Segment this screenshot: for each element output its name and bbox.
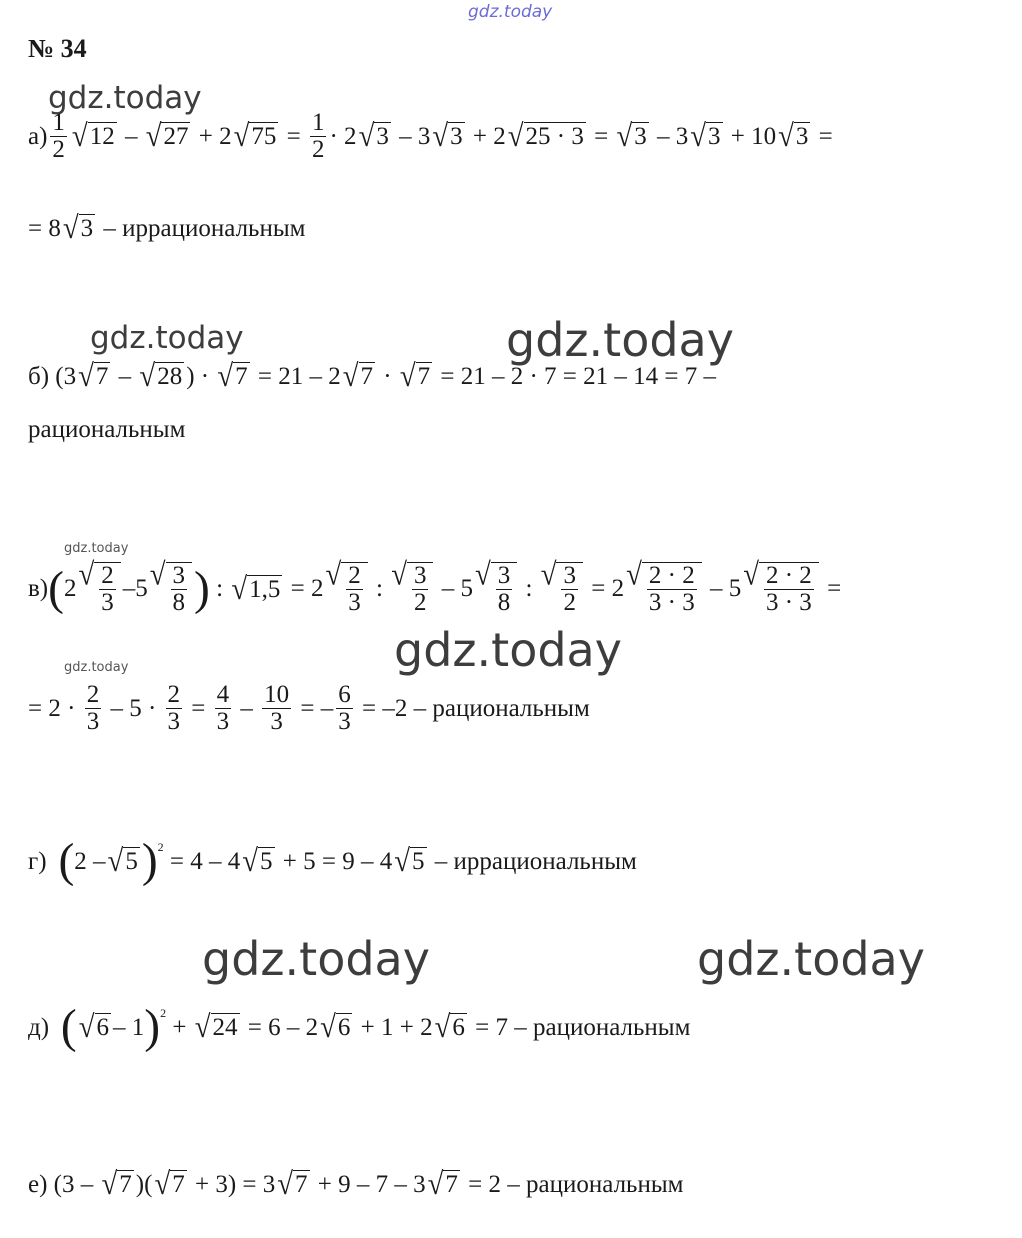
- solution-a-line2: = 8 √ 3 – иррациональным: [28, 210, 306, 246]
- frac: $\frac{10}{3}$: [264, 681, 290, 736]
- frac: $\frac{6}{3}$: [338, 681, 351, 736]
- result-a: – иррациональным: [103, 214, 306, 242]
- sqrt: √ 7: [78, 358, 109, 394]
- solution-b-line1: б) (3 √ 7 – √ 28 ) · √ 7 = 21 – 2 √ 7 · √ 7 = 21 – 2 · 7 = 21 – 14 = 7 –: [28, 358, 716, 394]
- sqrt: √ 7: [101, 1166, 132, 1202]
- solution-b-line2: [28, 416, 185, 444]
- result-b: рациональным: [28, 416, 186, 443]
- label-g: г): [28, 847, 47, 875]
- sqrt: √ 7: [427, 1166, 458, 1202]
- sqrt: √ 3: [778, 118, 809, 154]
- sqrt: √ 3: [358, 118, 389, 154]
- sqrt: √ 6: [320, 1009, 351, 1045]
- sqrt: √ 7: [342, 358, 374, 394]
- frac: $\frac{1}{2}$: [311, 109, 325, 164]
- frac: $\frac{2}{3}$: [167, 681, 181, 736]
- sqrt: √ $\frac{3}{2}$: [391, 562, 433, 617]
- sqrt: √ 3: [62, 210, 94, 246]
- sqrt: √ 12: [71, 118, 115, 154]
- sqrt: √ 5: [242, 843, 273, 879]
- sqrt: √ 3: [690, 118, 721, 154]
- sqrt: √ 24: [194, 1009, 238, 1045]
- sqrt: √ 7: [217, 358, 248, 394]
- label-a: а): [28, 122, 48, 150]
- sqrt: √ $\frac{2 \cdot 2}{3 \cdot 3}$: [743, 562, 819, 617]
- sqrt: √ $\frac{3}{2}$: [541, 562, 583, 617]
- solution-v-line1: в) ( 2 √ $\frac{2}{3}$ –5 √ $\frac{3}{8}$ ) : √ 1,5 = 2 √ $\frac{2}{3}$ : √ $\frac{3}{2}$ – 5 √ $\frac{3}{8}$ : √ $\frac{3}{2}$ = 2 √ $\frac{2 \cdot 2}{3 \cdot 3}$ – 5 √ $\frac{2 \cdot 2}{3 \cdot 3}$ =: [28, 557, 842, 617]
- sqrt: √ 25 · 3: [507, 118, 584, 154]
- sqrt: √ $\frac{2 \cdot 2}{3 \cdot 3}$: [626, 562, 702, 617]
- sqrt: √ $\frac{3}{8}$: [475, 562, 517, 617]
- watermark-g-right: gdz.today: [697, 932, 925, 986]
- watermark-b-right: gdz.today: [506, 313, 734, 367]
- solution-v-line2: = 2 · $\frac{2}{3}$ – 5 · $\frac{2}{3}$ = $\frac{4}{3}$ – $\frac{10}{3}$ = – $\frac{6}{3}$ = –2 – рациональным: [28, 681, 590, 736]
- sqrt: √ 6: [434, 1009, 465, 1045]
- sqrt: √ $\frac{2}{3}$: [325, 562, 367, 617]
- sqrt: √ 5: [107, 843, 138, 879]
- label-e: е): [28, 1170, 48, 1198]
- watermark-v-big: gdz.today: [394, 623, 622, 677]
- watermark-b-left: gdz.today: [90, 320, 244, 356]
- watermark-v-small: gdz.today: [64, 541, 129, 556]
- frac: $\frac{4}{3}$: [216, 681, 230, 736]
- label-v: в): [28, 575, 49, 603]
- sqrt: √ 7: [154, 1166, 185, 1202]
- watermark-v2-small: gdz.today: [64, 660, 129, 675]
- sqrt: √ 3: [432, 118, 463, 154]
- sqrt: √ 75: [233, 118, 277, 154]
- sqrt: √ 7: [399, 358, 431, 394]
- problem-title: № 34: [28, 34, 87, 63]
- label-b: б): [28, 362, 50, 390]
- solution-d: д) ( √ 6 – 1 ) 2 + √ 24 = 6 – 2 √ 6 + 1 + 2 √ 6 = 7 – рациональным: [28, 1001, 691, 1053]
- solution-g: г) ( 2 – √ 5 ) 2 = 4 – 4 √ 5 + 5 = 9 – 4 √ 5 – иррациональным: [28, 835, 637, 887]
- sqrt: √ 7: [277, 1166, 308, 1202]
- result-d: – рациональным: [514, 1013, 691, 1041]
- frac: $\frac{2}{3}$: [86, 681, 100, 736]
- sqrt: √ 3: [616, 118, 647, 154]
- sqrt: √ $\frac{3}{8}$: [150, 562, 192, 617]
- frac: $\frac{1}{2}$: [52, 109, 65, 164]
- sqrt: √ 5: [394, 843, 425, 879]
- sqrt: √ $\frac{2}{3}$: [78, 562, 120, 617]
- result-v: – рациональным: [413, 694, 590, 722]
- sqrt: √ 6: [78, 1009, 110, 1045]
- solution-e: е) (3 – √ 7 )( √ 7 + 3) = 3 √ 7 + 9 – 7 – 3 √ 7 = 2 – рациональным: [28, 1166, 684, 1202]
- label-d: д): [28, 1013, 50, 1041]
- result-e: – рациональным: [507, 1170, 684, 1198]
- sqrt: √ 28: [139, 358, 183, 394]
- watermark-a: gdz.today: [48, 80, 202, 116]
- sqrt: √ 27: [145, 118, 189, 154]
- result-g: – иррациональным: [434, 847, 637, 875]
- watermark-top: gdz.today: [468, 2, 553, 22]
- sqrt: √ 1,5: [231, 571, 281, 607]
- solution-a-line1: а) $\frac{1}{2}$ √ 12 – √ 27 + 2 √ 75 = $\frac{1}{2}$ · 2 √ 3 – 3 √ 3 + 2 √ 25 · 3 = √ 3 – 3 √ 3 + 10 √ 3 =: [28, 109, 833, 164]
- watermark-g-left: gdz.today: [202, 932, 430, 986]
